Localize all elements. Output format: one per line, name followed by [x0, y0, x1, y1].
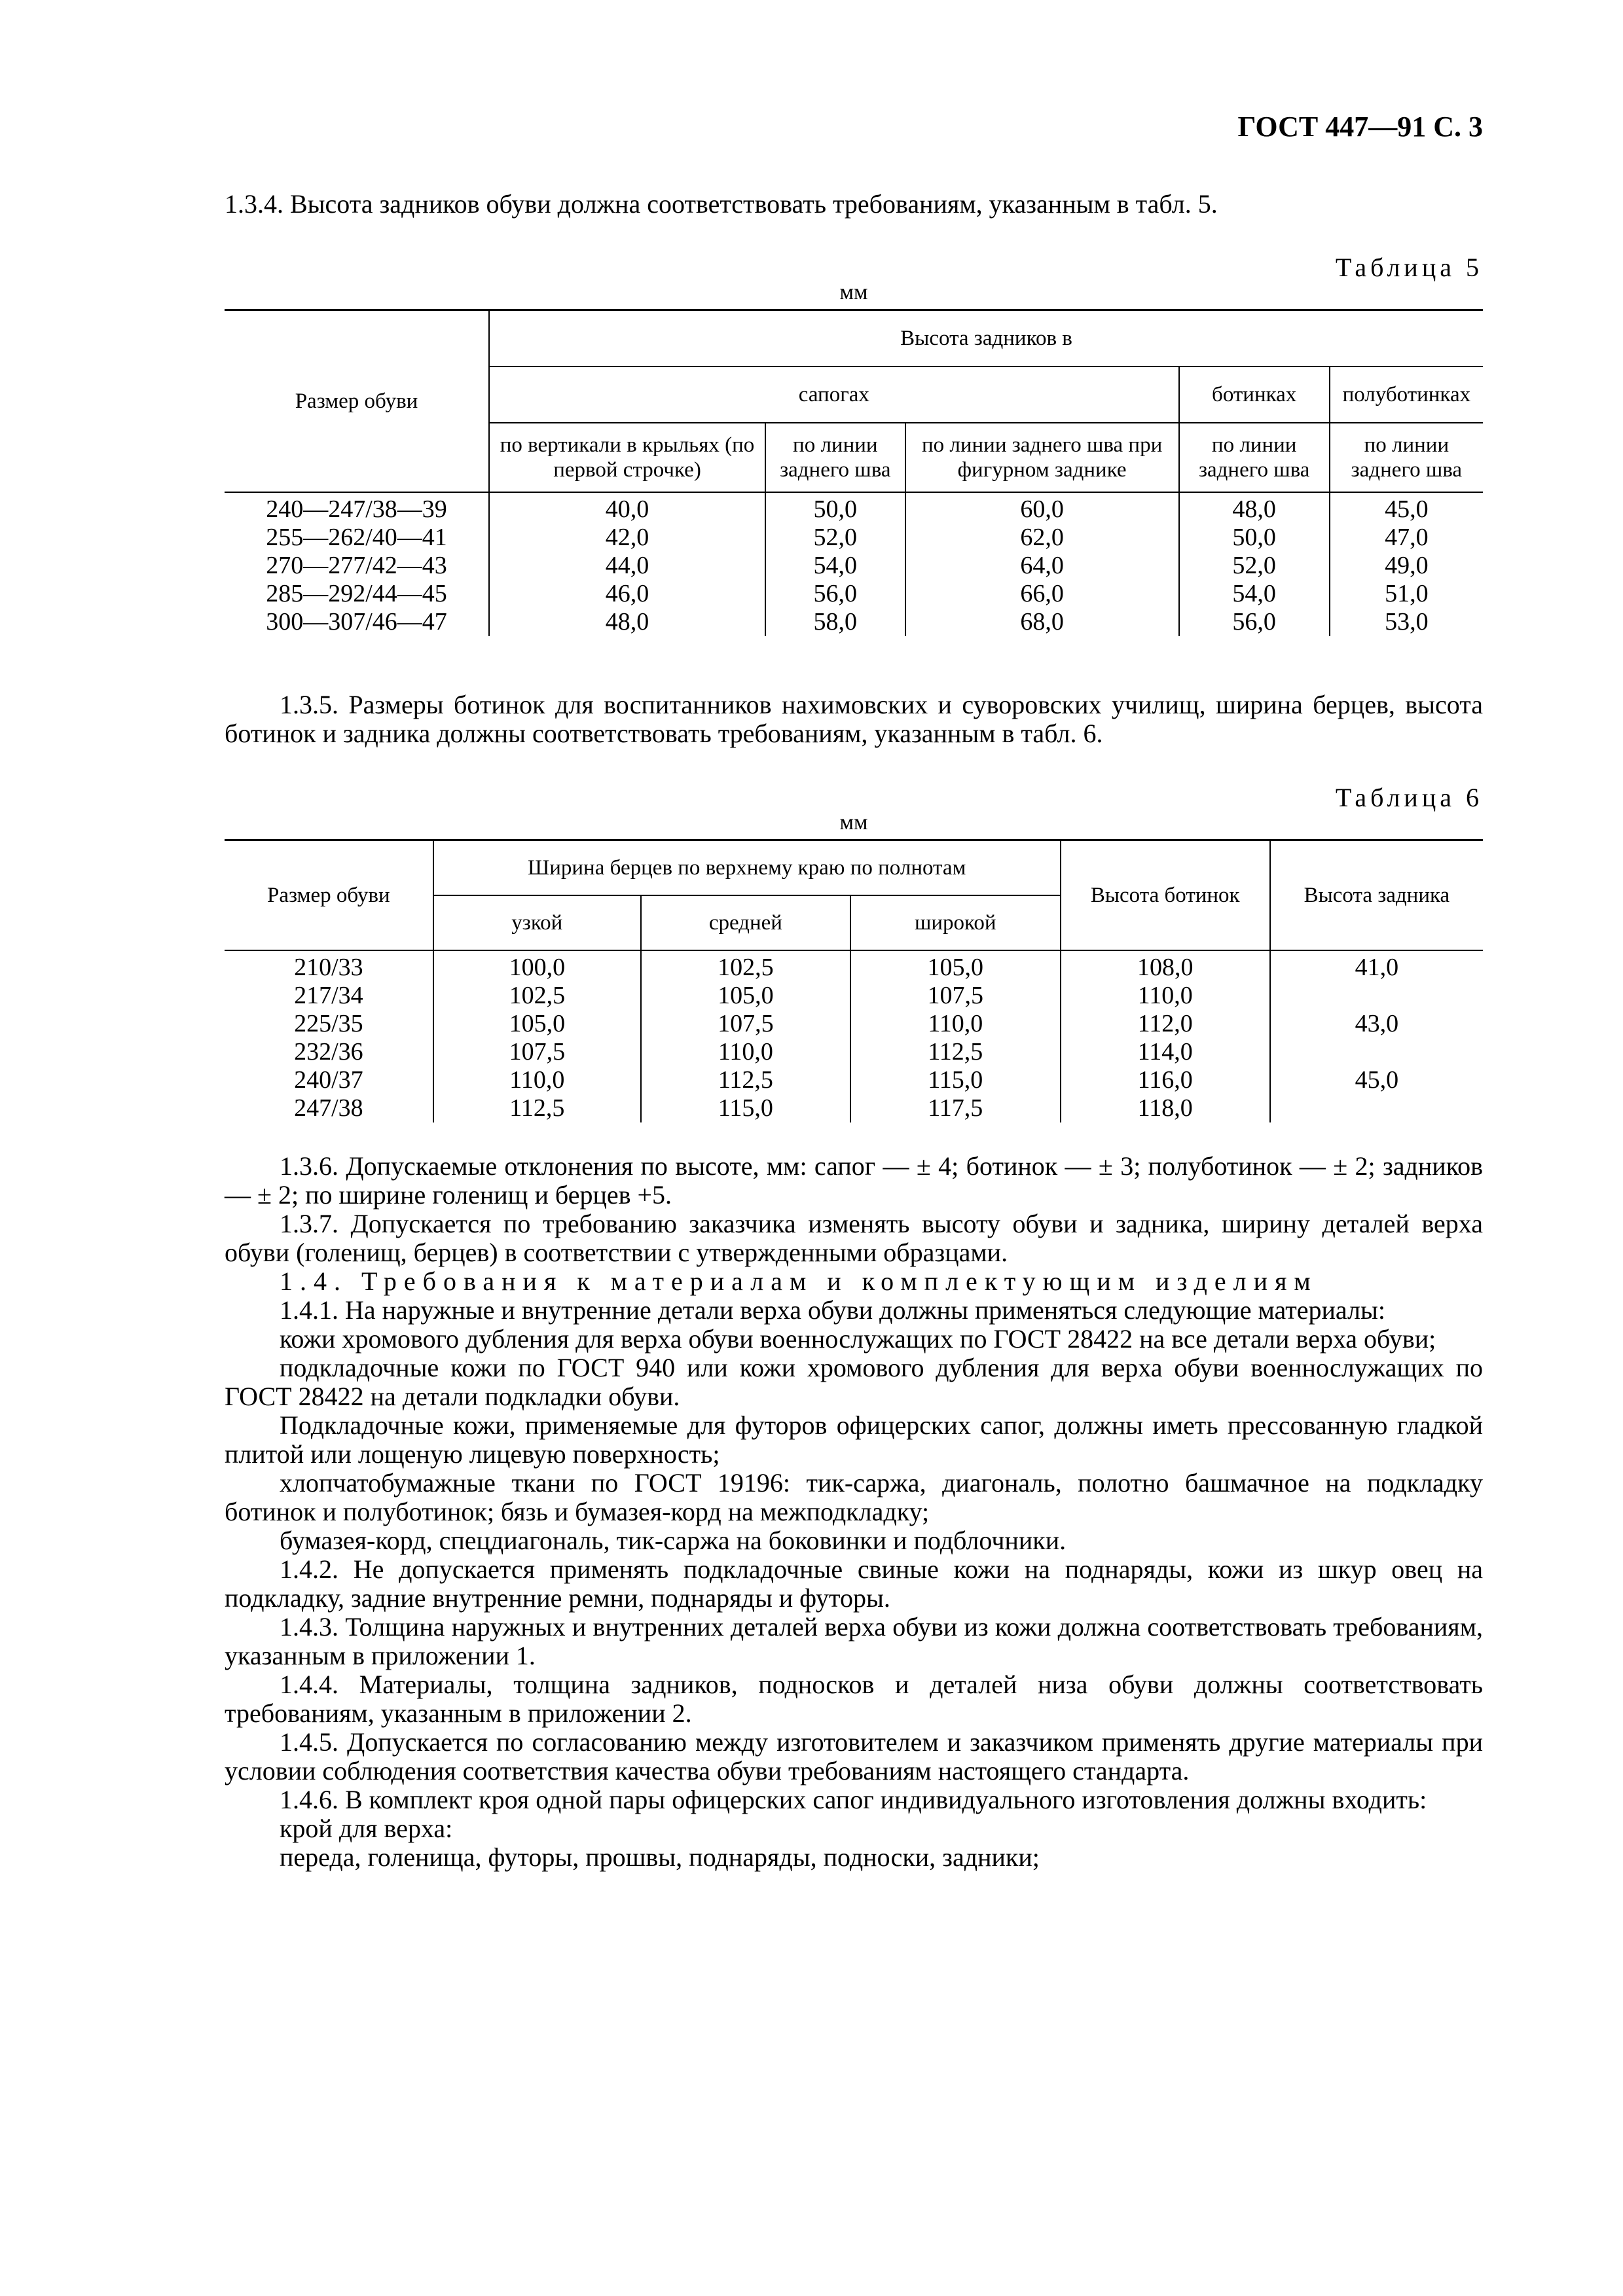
table-cell: 49,0 [1330, 552, 1483, 580]
table-cell: 107,5 [641, 1010, 850, 1038]
table-6-size-header: Размер обуви [225, 840, 433, 951]
table-cell: 48,0 [489, 608, 765, 636]
table-cell: 60,0 [905, 492, 1179, 524]
table-cell: 56,0 [765, 580, 905, 608]
table-6-group-header: Ширина берцев по верхнему краю по полнотам [433, 840, 1061, 896]
table-cell: 107,5 [433, 1038, 641, 1066]
table-cell: 112,5 [850, 1038, 1061, 1066]
clause-1-4-1: 1.4.1. На наружные и внутренние детали верха обуви должны применяться следующие материалы: [280, 1295, 1385, 1325]
clause-1-4-1-b: подкладочные кожи по ГОСТ 940 или кожи хромового дубления для верха обуви военнослужащих по ГОСТ 28422 на детали подкладки обуви. [225, 1353, 1483, 1411]
table-cell: 42,0 [489, 524, 765, 552]
table-cell: 48,0 [1179, 492, 1330, 524]
table-cell: 102,5 [433, 982, 641, 1010]
table-cell: 64,0 [905, 552, 1179, 580]
table-6-medium-header: средней [641, 895, 850, 950]
table-6-caption: Таблица 6 [1335, 783, 1483, 812]
clause-1-4-6-a: крой для верха: [280, 1814, 453, 1843]
table-cell: 52,0 [1179, 552, 1330, 580]
table-cell: 118,0 [1061, 1094, 1270, 1122]
table-cell: 41,0 [1270, 950, 1483, 982]
table-cell: 112,0 [1061, 1010, 1270, 1038]
table-cell: 50,0 [1179, 524, 1330, 552]
clause-1-4-2: 1.4.2. Не допускается применять подкладочные свиные кожи на поднаряды, кожи из шкур овец на подкладку, задние внутренние ремни, поднаряды и футоры. [225, 1554, 1483, 1613]
table-5-col-polubotinki-seam: по линии заднего шва [1330, 423, 1483, 492]
table-cell: 100,0 [433, 950, 641, 982]
table-cell: 68,0 [905, 608, 1179, 636]
table-row [225, 950, 1483, 982]
clause-1-3-4-text: 1.3.4. Высота задников обуви должна соответствовать требованиям, указанным в табл. 5. [225, 189, 1218, 219]
table-6-block [225, 782, 1483, 1122]
table-cell: 53,0 [1330, 608, 1483, 636]
table-6-units: мм [839, 810, 868, 834]
table-cell: 110,0 [850, 1010, 1061, 1038]
table-cell: 112,5 [433, 1094, 641, 1122]
table-row [225, 982, 1483, 1010]
table-cell: 107,5 [850, 982, 1061, 1010]
table-6-narrow-header: узкой [433, 895, 641, 950]
table-cell [1270, 982, 1483, 1010]
table-row [225, 1066, 1483, 1094]
table-cell: 43,0 [1270, 1010, 1483, 1038]
clause-1-4-3: 1.4.3. Толщина наружных и внутренних деталей верха обуви из кожи должна соответствовать требованиям, указанным в приложении 1. [225, 1612, 1483, 1670]
table-cell: 115,0 [641, 1094, 850, 1122]
table-5-block [225, 252, 1483, 636]
table-5-botinki-header: ботинках [1179, 367, 1330, 423]
table-row [225, 580, 1483, 608]
table-row [225, 1010, 1483, 1038]
table-6 [225, 839, 1483, 1122]
table-cell: 110,0 [641, 1038, 850, 1066]
table-5-polubotinki-header: полуботинках [1330, 367, 1483, 423]
table-row [225, 608, 1483, 636]
table-cell [1270, 1038, 1483, 1066]
table-5-col-botinki-seam: по линии заднего шва [1179, 423, 1330, 492]
table-cell [1270, 1094, 1483, 1122]
table-5-col-seam: по линии заднего шва [765, 423, 905, 492]
table-cell: 50,0 [765, 492, 905, 524]
table-6-heel-header: Высота задника [1270, 840, 1483, 951]
table-cell: 114,0 [1061, 1038, 1270, 1066]
table-cell: 112,5 [641, 1066, 850, 1094]
table-5-col-seam-figured: по линии заднего шва при фигурном заднике [905, 423, 1179, 492]
table-5-group-header: Высота задников в [489, 310, 1483, 367]
table-cell: 285—292/44—45 [266, 580, 447, 607]
table-cell: 225/35 [294, 1010, 363, 1037]
table-5-body [225, 492, 1483, 636]
table-row [225, 1038, 1483, 1066]
table-row [225, 524, 1483, 552]
table-cell: 240—247/38—39 [266, 495, 447, 523]
table-cell: 300—307/46—47 [266, 608, 447, 636]
table-cell: 40,0 [489, 492, 765, 524]
table-cell: 108,0 [1061, 950, 1270, 982]
table-cell: 62,0 [905, 524, 1179, 552]
table-cell: 102,5 [641, 950, 850, 982]
table-cell: 116,0 [1061, 1066, 1270, 1094]
table-6-height-header: Высота ботинок [1061, 840, 1270, 951]
clause-1-3-5 [225, 691, 1483, 748]
table-cell: 66,0 [905, 580, 1179, 608]
table-5-units: мм [839, 280, 868, 304]
table-cell: 105,0 [433, 1010, 641, 1038]
table-cell: 54,0 [1179, 580, 1330, 608]
table-5 [225, 309, 1483, 636]
clause-1-3-5-text: 1.3.5. Размеры ботинок для воспитанников нахимовских и суворовских училищ, ширина берцев, высота ботинок и задника должны соответствовать требованиям, указанным в табл. 6. [225, 690, 1483, 748]
table-cell: 46,0 [489, 580, 765, 608]
table-5-sapog-header: сапогах [489, 367, 1179, 423]
table-cell: 105,0 [641, 982, 850, 1010]
table-cell: 44,0 [489, 552, 765, 580]
clause-1-4-6: 1.4.6. В комплект кроя одной пары офицерских сапог индивидуального изготовления должны входить: [280, 1785, 1427, 1814]
table-cell: 56,0 [1179, 608, 1330, 636]
table-5-col-vertical: по вертикали в крыльях (по первой строчке) [489, 423, 765, 492]
table-cell: 232/36 [294, 1038, 363, 1066]
table-6-wide-header: широкой [850, 895, 1061, 950]
clause-1-4-4: 1.4.4. Материалы, толщина задников, подносков и деталей низа обуви должны соответствовать требованиям, указанным в приложении 2. [225, 1670, 1483, 1728]
page-header: ГОСТ 447—91 С. 3 [1237, 111, 1483, 143]
table-row [225, 552, 1483, 580]
clause-1-3-7: 1.3.7. Допускается по требованию заказчика изменять высоту обуви и задника, ширину деталей верха обуви (голенищ, берцев) в соответствии с утвержденными образцами. [225, 1209, 1483, 1267]
table-6-body [225, 950, 1483, 1122]
clause-1-3-4 [225, 190, 1483, 219]
table-row [225, 1094, 1483, 1122]
table-cell: 217/34 [294, 982, 363, 1009]
clause-1-4-1-d: хлопчатобумажные ткани по ГОСТ 19196: тик-саржа, диагональ, полотно башмачное на подкладку ботинок и полуботинок; бязь и бумазея-корд на межподкладку; [225, 1468, 1483, 1526]
table-cell: 110,0 [1061, 982, 1270, 1010]
table-5-caption: Таблица 5 [1335, 253, 1483, 282]
table-row [225, 492, 1483, 524]
clause-1-4-5: 1.4.5. Допускается по согласованию между изготовителем и заказчиком применять другие материалы при условии соблюдения соответствия качества обуви требованиям настоящего стандарта. [225, 1727, 1483, 1785]
table-cell: 47,0 [1330, 524, 1483, 552]
table-cell: 270—277/42—43 [266, 552, 447, 579]
table-cell: 45,0 [1330, 492, 1483, 524]
clause-1-3-6: 1.3.6. Допускаемые отклонения по высоте, мм: сапог — ± 4; ботинок — ± 3; полуботинок — ± 2; задников — ± 2; по ширине голенищ и берцев +5. [225, 1151, 1483, 1210]
table-cell: 117,5 [850, 1094, 1061, 1122]
table-cell: 110,0 [433, 1066, 641, 1094]
table-cell: 51,0 [1330, 580, 1483, 608]
table-cell: 52,0 [765, 524, 905, 552]
text-block [225, 1152, 1483, 1872]
table-cell: 45,0 [1270, 1066, 1483, 1094]
table-cell: 255—262/40—41 [266, 524, 447, 551]
table-cell: 247/38 [294, 1094, 363, 1122]
clause-1-4-1-e: бумазея-корд, спецдиагональ, тик-саржа на боковинки и подблочники. [280, 1526, 1067, 1555]
table-cell: 54,0 [765, 552, 905, 580]
table-cell: 105,0 [850, 950, 1061, 982]
clause-1-4-6-b: переда, голенища, футоры, прошвы, поднаряды, подноски, задники; [280, 1842, 1040, 1872]
clause-1-4-1-a: кожи хромового дубления для верха обуви военнослужащих по ГОСТ 28422 на все детали верха обуви; [280, 1324, 1436, 1354]
table-cell: 58,0 [765, 608, 905, 636]
clause-1-4: 1.4. Требования к материалам и комплектующим изделиям [280, 1266, 1318, 1296]
table-cell: 240/37 [294, 1066, 363, 1094]
table-cell: 115,0 [850, 1066, 1061, 1094]
table-5-size-header: Размер обуви [225, 310, 489, 493]
clause-1-4-1-c: Подкладочные кожи, применяемые для футоров офицерских сапог, должны иметь прессованную гладкой плитой или лощеную лицевую поверхность; [225, 1410, 1483, 1469]
table-cell: 210/33 [294, 954, 363, 981]
